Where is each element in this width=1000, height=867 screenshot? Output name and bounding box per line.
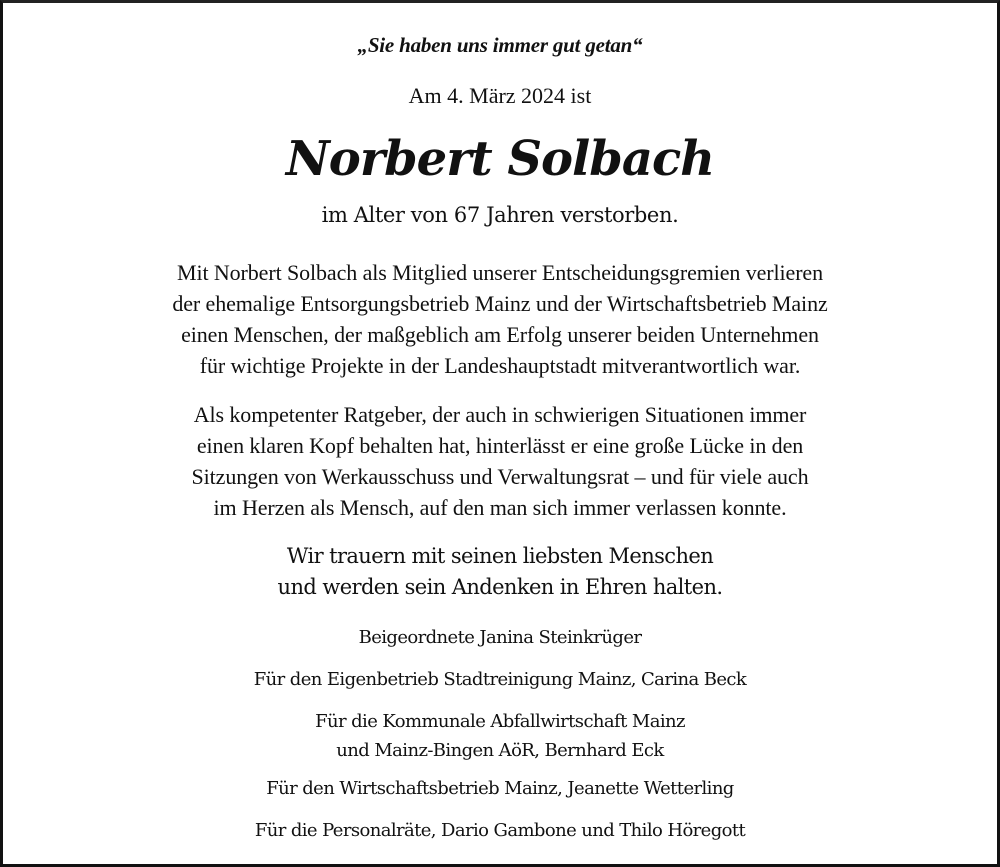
paragraph-line: Wir trauern mit seinen liebsten Menschen: [286, 544, 714, 568]
signature-block: [3, 816, 997, 845]
paragraph-character: [3, 399, 997, 523]
signature-line: und Mainz-Bingen AöR, Bernhard Eck: [336, 740, 664, 761]
paragraph-tribute: [3, 257, 997, 381]
paragraph-line: einen Menschen, der maßgeblich am Erfolg unserer beiden Unternehmen: [181, 322, 819, 347]
signature-block: [3, 707, 997, 765]
signature-line: Beigeordnete Janina Steinkrüger: [358, 627, 642, 648]
signature-block: [3, 774, 997, 803]
signature-line: Für die Personalräte, Dario Gambone und Thilo Höregott: [254, 820, 746, 841]
signature-block: [3, 623, 997, 652]
paragraph-line: im Herzen als Mensch, auf den man sich immer verlassen konnte.: [213, 495, 787, 520]
paragraph-mourning: [3, 541, 997, 603]
signature-line: Für die Kommunale Abfallwirtschaft Mainz: [315, 711, 685, 732]
paragraph-line: und werden sein Andenken in Ehren halten.: [277, 575, 723, 599]
paragraph-line: Als kompetenter Ratgeber, der auch in schwierigen Situationen immer: [193, 402, 807, 427]
paragraph-line: für wichtige Projekte in der Landeshauptstadt mitverantwortlich war.: [199, 353, 801, 378]
date-line: Am 4. März 2024 ist: [408, 83, 592, 108]
paragraph-line: einen klaren Kopf behalten hat, hinterlässt er eine große Lücke in den: [196, 433, 804, 458]
deceased-name: Norbert Solbach: [285, 131, 715, 187]
motto-quote: „Sie haben uns immer gut getan“: [357, 33, 643, 57]
paragraph-line: Sitzungen von Werkausschuss und Verwaltungsrat – und für viele auch: [191, 464, 809, 489]
signature-line: Für den Wirtschaftsbetrieb Mainz, Jeanette Wetterling: [266, 778, 734, 799]
age-line: im Alter von 67 Jahren verstorben.: [321, 203, 679, 227]
signature-block: [3, 665, 997, 694]
signature-line: Für den Eigenbetrieb Stadtreinigung Mainz, Carina Beck: [253, 669, 747, 690]
paragraph-line: Mit Norbert Solbach als Mitglied unserer Entscheidungsgremien verlieren: [176, 260, 823, 285]
paragraph-line: der ehemalige Entsorgungsbetrieb Mainz und der Wirtschaftsbetrieb Mainz: [172, 291, 828, 316]
